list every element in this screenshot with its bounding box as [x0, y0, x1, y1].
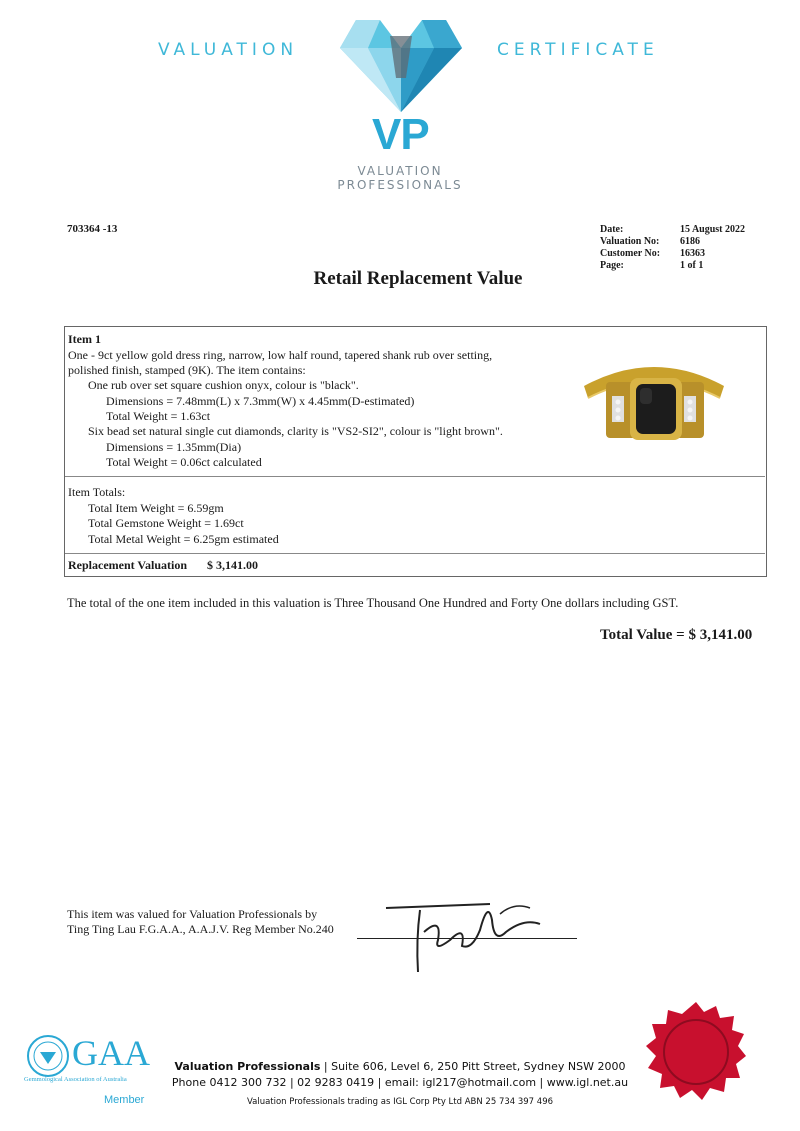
- ring-photo: [578, 352, 730, 460]
- replacement-valuation-value: $ 3,141.00: [207, 558, 258, 572]
- valuer-line-2: Ting Ting Lau F.G.A.A., A.A.J.V. Reg Member No.240: [67, 922, 334, 936]
- gaa-full-name: Gemmological Association of Australia: [24, 1076, 127, 1083]
- vp-logo-letters: VP: [372, 110, 429, 159]
- header-certificate-word: CERTIFICATE: [497, 40, 659, 60]
- diamond-dimensions: Dimensions = 1.35mm(Dia): [106, 440, 242, 454]
- onyx-dimensions: Dimensions = 7.48mm(L) x 7.3mm(W) x 4.45mm(D-estimated): [106, 394, 415, 408]
- footer-address: [160, 1060, 640, 1073]
- document-title: Retail Replacement Value: [313, 268, 523, 289]
- header-valuation-word: VALUATION: [158, 40, 299, 60]
- gaa-emblem-icon: [26, 1034, 70, 1078]
- gaa-letters: GAA: [72, 1033, 150, 1073]
- logo-sub-valuation: VALUATION: [357, 164, 443, 178]
- gaa-member: Member: [104, 1094, 145, 1106]
- page-label: Page:: [600, 260, 624, 271]
- onyx-description: One rub over set square cushion onyx, colour is "black".: [88, 378, 359, 392]
- item-heading: Item 1: [68, 332, 101, 346]
- diamond-description: Six bead set natural single cut diamonds, clarity is "VS2-SI2", colour is "light brown".: [88, 424, 503, 438]
- date-value: 15 August 2022: [680, 224, 746, 235]
- total-metal-weight: Total Metal Weight = 6.25gm estimated: [88, 532, 279, 546]
- diamond-logo-icon: [338, 18, 464, 114]
- red-seal: [646, 1002, 746, 1102]
- item-description-1: One - 9ct yellow gold dress ring, narrow, low half round, tapered shank rub over setting,: [68, 348, 493, 362]
- valuation-no-label: Valuation No:: [600, 236, 660, 247]
- footer-address-text: | Suite 606, Level 6, 250 Pitt Street, Sydney NSW 2000: [320, 1060, 626, 1073]
- replacement-separator: [65, 553, 765, 554]
- item-separator: [65, 476, 765, 477]
- valuation-summary: The total of the one item included in this valuation is Three Thousand One Hundred and Forty One dollars including GST.: [67, 596, 679, 610]
- total-value: Total Value = $ 3,141.00: [600, 627, 753, 643]
- footer-contact: Phone 0412 300 732 | 02 9283 0419 | email: igl217@hotmail.com | www.igl.net.au: [171, 1076, 629, 1089]
- valuer-line-1: This item was valued for Valuation Professionals by: [67, 907, 318, 921]
- totals-heading: Item Totals:: [68, 485, 126, 499]
- logo-sub-professionals: PROFESSIONALS: [337, 178, 463, 192]
- signature-image: [380, 880, 580, 976]
- footer-trading: Valuation Professionals trading as IGL Corp Pty Ltd ABN 25 734 397 496: [246, 1097, 554, 1107]
- item-description-2: polished finish, stamped (9K). The item contains:: [68, 363, 306, 377]
- customer-no-value: 16363: [680, 248, 705, 259]
- date-label: Date:: [600, 224, 624, 235]
- total-item-weight: Total Item Weight = 6.59gm: [88, 501, 224, 515]
- reference-number: 703364 -13: [67, 223, 118, 235]
- page-value: 1 of 1: [680, 260, 704, 271]
- customer-no-label: Customer No:: [600, 248, 661, 259]
- valuation-no-value: 6186: [680, 236, 700, 247]
- replacement-valuation-label: Replacement Valuation: [68, 558, 188, 572]
- total-gemstone-weight: Total Gemstone Weight = 1.69ct: [88, 516, 244, 530]
- onyx-weight: Total Weight = 1.63ct: [106, 409, 211, 423]
- diamond-weight: Total Weight = 0.06ct calculated: [106, 455, 262, 469]
- footer-company: Valuation Professionals: [174, 1060, 321, 1073]
